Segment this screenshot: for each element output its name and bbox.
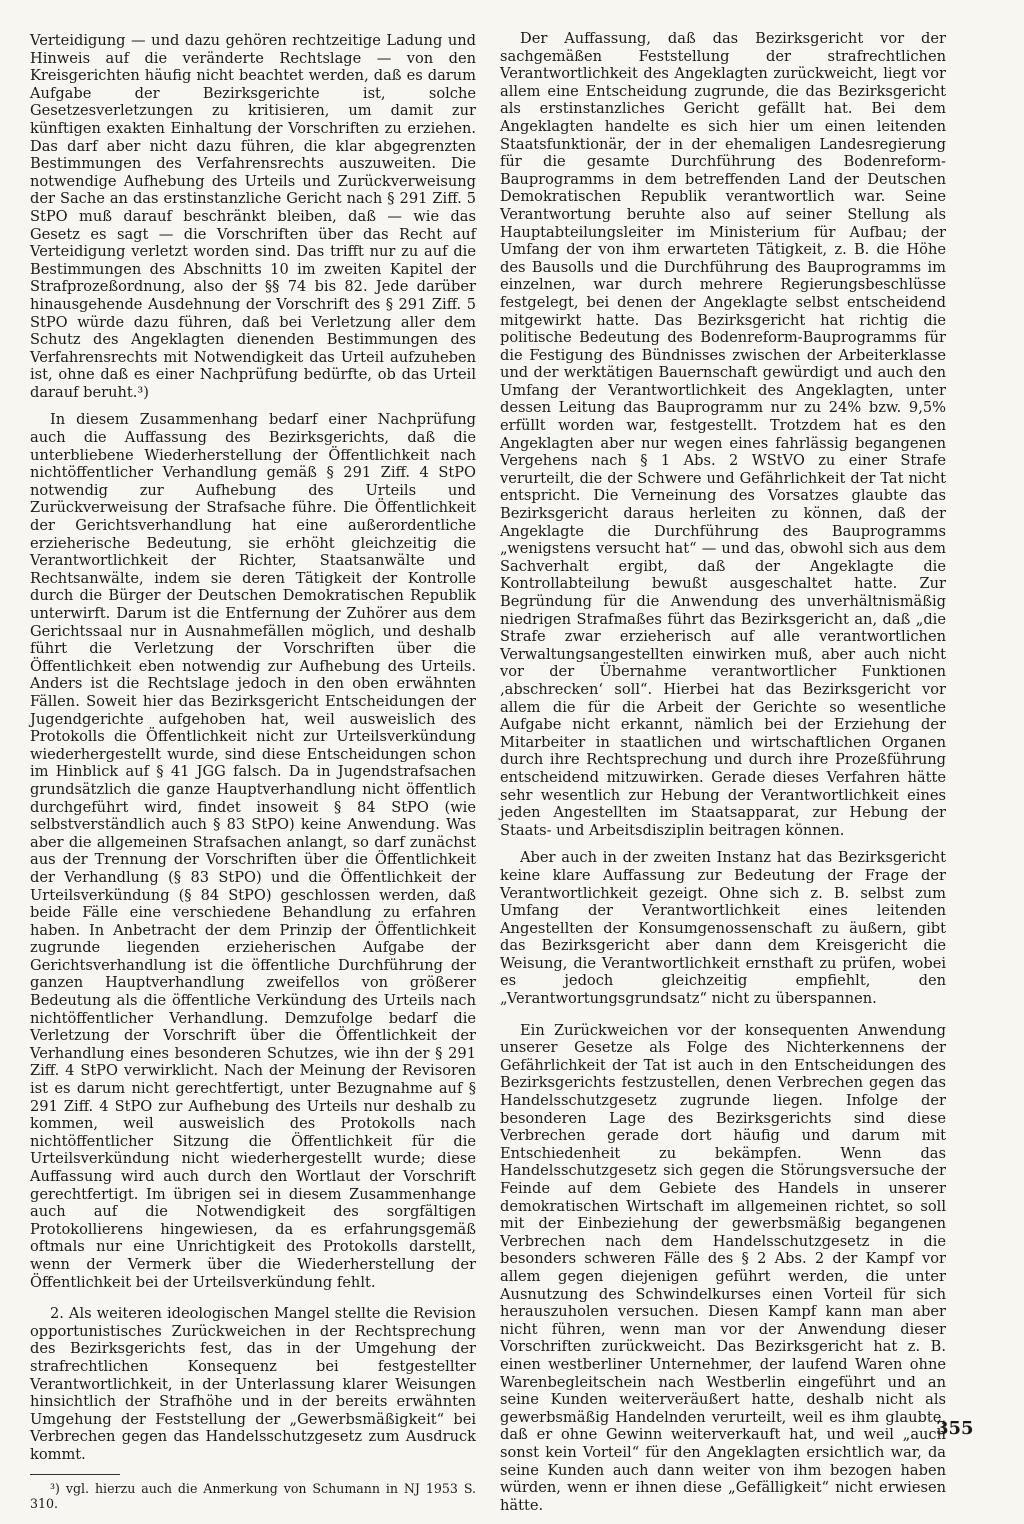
footnote-divider [30, 1474, 120, 1475]
left-column [30, 32, 476, 1521]
right-column [500, 30, 946, 1524]
paragraph: In diesem Zusammenhang bedarf einer Nachprüfung auch die Auffassung des Bezirksgerichts, daß die unterbliebene Wiederherstellung der Öffentlichkeit nach nichtöffentlicher Verhandlung gemäß § 291 Ziff. 4 StPO notwendig zur Aufhebung des Urteils und Zurückverweisung der Strafsache führe. Die Öffentlichkeit der Gerichtsverhandlung hat eine außerordentliche erzieherische Bedeutung, sie erhöht gleichzeitig die Verantwortlichkeit der Richter, Staatsanwälte und Rechtsanwälte, indem sie deren Tätigkeit der Kontrolle durch die Bürger der Deutschen Demokratischen Republik unterwirft. Darum ist die Entfernung der Zuhörer aus dem Gerichtssaal nur in Ausnahmefällen möglich, und deshalb führt die Verletzung der Vorschriften über die Öffentlichkeit eben notwendig zur Aufhebung des Urteils. Anders ist die Rechtslage jedoch in den oben erwähnten Fällen. Soweit hier das Bezirksgericht Entscheidungen der Jugendgerichte aufgehoben hat, weil ausweislich des Protokolls die Öffentlichkeit nicht zur Urteilsverkündung wiederhergestellt wurde, sind diese Entscheidungen schon im Hinblick auf § 41 JGG falsch. Da in Jugendstrafsachen grundsätzlich die ganze Hauptverhandlung nicht öffentlich durchgeführt wird, findet insoweit § 84 StPO (wie selbstverständlich auch § 83 StPO) keine Anwendung. Was aber die allgemeinen Strafsachen anlangt, so darf zunächst aus der Trennung der Vorschriften über die Öffentlichkeit der Verhandlung (§ 83 StPO) und die Öffentlichkeit der Urteilsverkündung (§ 84 StPO) geschlossen werden, daß beide Fälle eine verschiedene Behandlung zu erfahren haben. In Anbetracht der dem Prinzip der Öffentlichkeit zugrunde liegenden erzieherischen Aufgabe der Gerichtsverhandlung ist die öffentliche Durchführung der ganzen Hauptverhandlung zweifellos von größerer Bedeutung als die öffentliche Verkündung des Urteils nach nichtöffentlicher Verhandlung. Demzufolge bedarf die Verletzung der Vorschrift über die Öffentlichkeit der Verhandlung eines besonderen Schutzes, wie ihn der § 291 Ziff. 4 StPO verwirklicht. Nach der Meinung der Revisoren ist es darum nicht gerechtfertigt, unter Bezugnahme auf § 291 Ziff. 4 StPO zur Aufhebung des Urteils nur deshalb zu kommen, weil ausweislich des Protokolls nach nichtöffentlicher Sitzung die Öffentlichkeit für die Urteilsverkündung nicht wiederhergestellt wurde; diese Auffassung wird auch durch den Wortlaut der Vorschrift gerechtfertigt. Im übrigen sei in diesem Zusammenhange auch auf die Notwendigkeit des sorgfältigen Protokollierens hingewiesen, da es erfahrungsgemäß oftmals nur eine Unrichtigkeit des Protokolls darstellt, wenn der Vermerk über die Wiederherstellung der Öffentlichkeit bei der Urteilsverkündung fehlt. [30, 411, 476, 1291]
page-number: 355 [936, 1418, 974, 1439]
paragraph: Der Auffassung, daß das Bezirksgericht vor der sachgemäßen Feststellung der strafrechtlichen Verantwortlichkeit des Angeklagten zurückweicht, liegt vor allem eine Entscheidung zugrunde, die das Bezirksgericht als erstinstanzliches Gericht gefällt hat. Bei dem Angeklagten handelte es sich hier um einen leitenden Staatsfunktionär, der in der ehemaligen Landesregierung für die gesamte Durchführung des Bodenreform-Bauprogramms in dem betreffenden Land der Deutschen Demokratischen Republik verantwortlich war. Seine Verantwortung beruhte also auf seiner Stellung als Hauptabteilungsleiter im Ministerium für Aufbau; der Umfang der von ihm erwarteten Tätigkeit, z. B. die Höhe des Bausolls und die Durchführung des Bauprogramms im einzelnen, war durch mehrere Regierungsbeschlüsse festgelegt, bei denen der Angeklagte selbst entscheidend mitgewirkt hatte. Das Bezirksgericht hat richtig die politische Bedeutung des Bodenreform-Bauprogramms für die Festigung des Bündnisses zwischen der Arbeiterklasse und der werktätigen Bauernschaft gewürdigt und auch den Umfang der Verantwortlichkeit des Angeklagten, unter dessen Leitung das Bauprogramm nur zu 24% bzw. 9,5% erfüllt worden war, festgestellt. Trotzdem hat es den Angeklagten aber nur wegen eines fahrlässig begangenen Vergehens nach § 1 Abs. 2 WStVO zu einer Strafe verurteilt, die der Schwere und Gefährlichkeit der Tat nicht entspricht. Die Verneinung des Vorsatzes glaubte das Bezirksgericht daraus herleiten zu können, daß der Angeklagte die Durchführung des Bauprogramms „wenigstens versucht hat“ — und das, obwohl sich aus dem Sachverhalt ergibt, daß der Angeklagte die Kontrollabteilung bewußt ausgeschaltet hatte. Zur Begründung für die Anwendung des unverhältnismäßig niedrigen Strafmaßes führt das Bezirksgericht an, daß „die Strafe zwar erzieherisch auf alle verantwortlichen Verwaltungsangestellten einwirken muß, aber auch nicht vor der Übernahme verantwortlicher Funktionen ‚abschrecken‘ soll“. Hierbei hat das Bezirksgericht vor allem die für die Arbeit der Gerichte so wesentliche Aufgabe nicht erkannt, nämlich bei der Erziehung der Mitarbeiter in staatlichen und wirtschaftlichen Organen durch ihre Rechtsprechung und durch ihre Prozeßführung entscheidend mitzuwirken. Gerade dieses Verfahren hätte sehr wesentlich zur Hebung der Verantwortlichkeit eines jeden Angestellten im Staatsapparat, zur Hebung der Staats- und Arbeitsdisziplin beitragen können. [500, 30, 946, 839]
paragraph: Verteidigung — und dazu gehören rechtzeitige Ladung und Hinweis auf die veränderte Rechtslage — von den Kreisgerichten häufig nicht beachtet werden, daß es darum Aufgabe der Bezirksgerichte ist, solche Gesetzesverletzungen zu kritisieren, um damit zur künftigen exakten Einhaltung der Vorschriften zu erziehen. Das darf aber nicht dazu führen, die klar abgegrenzten Bestimmungen des Verfahrensrechts auszuweiten. Die notwendige Aufhebung des Urteils und Zurückverweisung der Sache an das erstinstanzliche Gericht nach § 291 Ziff. 5 StPO muß darauf beschränkt bleiben, daß — wie das Gesetz es sagt — die Vorschriften über das Recht auf Verteidigung verletzt worden sind. Das trifft nur zu auf die Bestimmungen des Abschnitts 10 im zweiten Kapitel der Strafprozeßordnung, also der §§ 74 bis 82. Jede darüber hinausgehende Ausdehnung der Vorschrift des § 291 Ziff. 5 StPO würde dazu führen, daß bei Verletzung aller dem Schutz des Angeklagten dienenden Bestimmungen des Verfahrensrechts mit Notwendigkeit das Urteil aufzuheben ist, ohne daß es einer Nachprüfung bedürfte, ob das Urteil darauf beruht.³) [30, 32, 476, 401]
paragraph: Aber auch in der zweiten Instanz hat das Bezirksgericht keine klare Auffassung zur Bedeutung der Frage der Verantwortlichkeit gezeigt. Ohne sich z. B. selbst zum Umfang der Verantwortlichkeit eines leitenden Angestellten der Konsumgenossenschaft zu äußern, gibt das Bezirksgericht aber dann dem Kreisgericht die Weisung, die Verantwortlichkeit ernsthaft zu prüfen, wobei es jedoch gleichzeitig empfiehlt, den „Verantwortungsgrundsatz“ nicht zu überspannen. [500, 849, 946, 1008]
footnote: ³) vgl. hierzu auch die Anmerkung von Schumann in NJ 1953 S. 310. [30, 1480, 476, 1511]
paragraph: 2. Als weiteren ideologischen Mangel stellte die Revision opportunistisches Zurückweichen in der Rechtsprechung des Bezirksgerichts fest, das in der Umgehung der strafrechtlichen Konsequenz bei festgestellter Verantwortlichkeit, in der Unterlassung klarer Weisungen hinsichtlich der Strafhöhe und in der bereits erwähnten Umgehung der Feststellung der „Gewerbsmäßigkeit“ bei Verbrechen gegen das Handelsschutzgesetz zum Ausdruck kommt. [30, 1305, 476, 1463]
paragraph: Ein Zurückweichen vor der konsequenten Anwendung unserer Gesetze als Folge des Nichterkennens der Gefährlichkeit der Tat ist auch in den Entscheidungen des Bezirksgerichts festzustellen, denen Verbrechen gegen das Handelsschutzgesetz zugrunde liegen. Infolge der besonderen Lage des Bezirksgerichts sind diese Verbrechen gerade dort häufig und darum mit Entschiedenheit zu bekämpfen. Wenn das Handelsschutzgesetz sich gegen die Störungsversuche der Feinde auf dem Gebiete des Handels in unserer demokratischen Wirtschaft im allgemeinen richtet, so soll mit der Einbeziehung der gewerbsmäßig begangenen Verbrechen nach dem Handelsschutzgesetz in die besonders schweren Fälle des § 2 Abs. 2 der Kampf vor allem gegen diejenigen geführt werden, die unter Ausnutzung des Schwindelkurses einen Vorteil für sich herauszuholen versuchen. Diesen Kampf kann man aber nicht führen, wenn man vor der Anwendung dieser Vorschriften zurückweicht. Das Bezirksgericht hat z. B. einen westberliner Unternehmer, der laufend Waren ohne Warenbegleitschein nach Westberlin eingeführt und an seine Kunden weiterveräußert hatte, deshalb nicht als gewerbsmäßig Handelnden verurteilt, weil es ihm glaubte, daß er ohne Gewinn weiterverkauft hat, und weil „auch sonst kein Vorteil“ für den Angeklagten ersichtlich war, da seine Kunden auch dann weiter von ihm bezogen haben würden, wenn er ihnen diese „Gefälligkeit“ nicht erwiesen hätte. [500, 1021, 946, 1514]
